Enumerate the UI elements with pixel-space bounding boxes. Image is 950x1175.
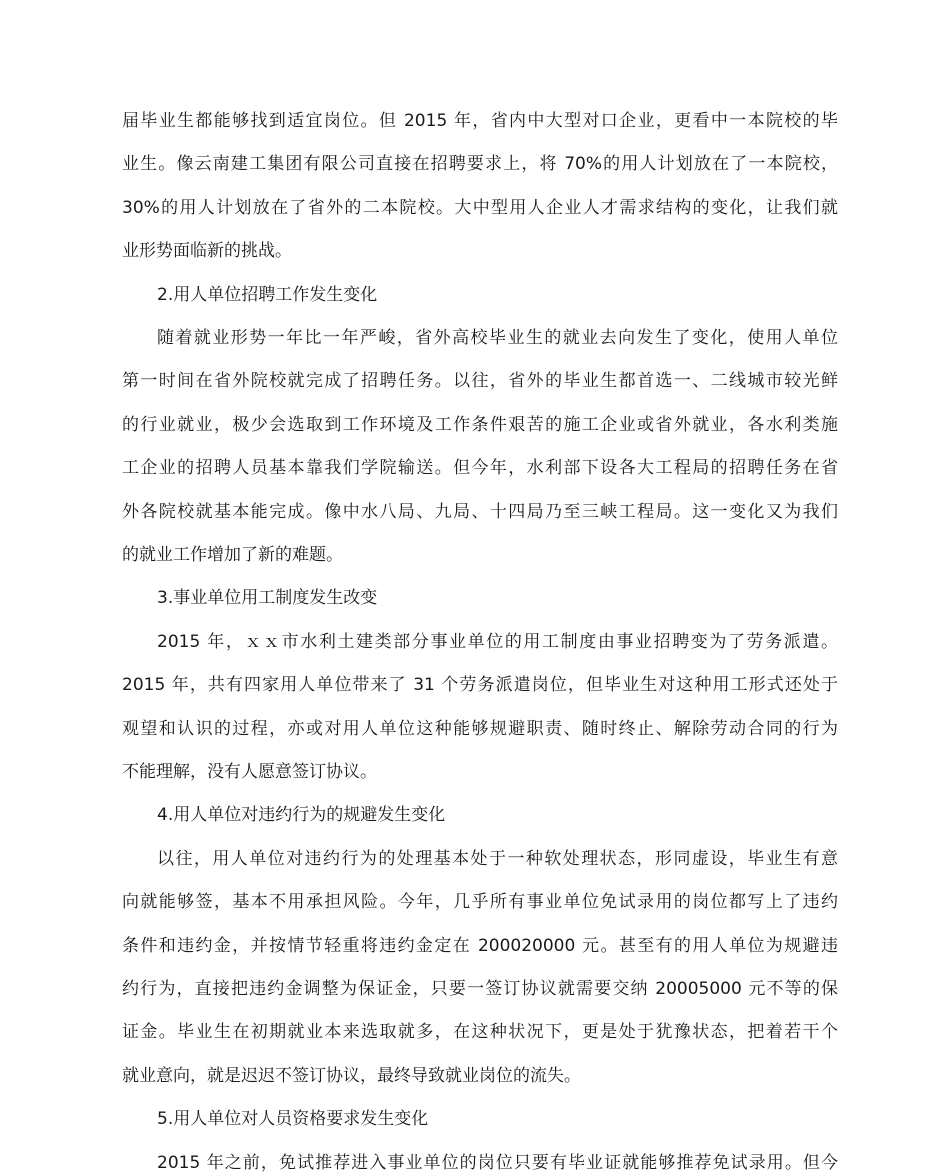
section-heading: 5.用人单位对人员资格要求发生变化 — [157, 1109, 429, 1129]
section-heading: 4.用人单位对违约行为的规避发生变化 — [157, 805, 446, 825]
paragraph-line: 观望和认识的过程，亦或对用人单位这种能够规避职责、随时终止、解除劳动合同的行为 — [122, 719, 838, 739]
paragraph-line: 2015 年，ｘｘ市水利土建类部分事业单位的用工制度由事业招聘变为了劳务派遣。 — [157, 632, 838, 652]
section-heading: 2.用人单位招聘工作发生变化 — [157, 285, 378, 305]
paragraph-line: 的行业就业，极少会选取到工作环境及工作条件艰苦的施工企业或省外就业，各水利类施 — [122, 415, 838, 435]
section-heading: 3.事业单位用工制度发生改变 — [157, 588, 378, 608]
paragraph-line: 的就业工作增加了新的难题。 — [122, 545, 343, 565]
paragraph-line: 工企业的招聘人员基本靠我们学院输送。但今年，水利部下设各大工程局的招聘任务在省 — [122, 458, 838, 478]
paragraph-line: 证金。毕业生在初期就业本来选取就多，在这种状况下，更是处于犹豫状态，把着若干个 — [122, 1022, 838, 1042]
paragraph-line: 业生。像云南建工集团有限公司直接在招聘要求上，将 70%的用人计划放在了一本院校， — [122, 154, 838, 174]
paragraph-line: 第一时间在省外院校就完成了招聘任务。以往，省外的毕业生都首选一、二线城市较光鲜 — [122, 371, 838, 391]
paragraph-line: 2015 年，共有四家用人单位带来了 31 个劳务派遣岗位，但毕业生对这种用工形式还处于 — [122, 675, 838, 695]
paragraph-line: 外各院校就基本能完成。像中水八局、九局、十四局乃至三峡工程局。这一变化又为我们 — [122, 502, 838, 522]
paragraph-line: 条件和违约金，并按情节轻重将违约金定在 200020000 元。甚至有的用人单位为规避违 — [122, 936, 838, 956]
paragraph-line: 向就能够签，基本不用承担风险。今年，几乎所有事业单位免试录用的岗位都写上了违约 — [122, 892, 838, 912]
paragraph-line: 不能理解，没有人愿意签订协议。 — [122, 762, 377, 782]
paragraph-line: 随着就业形势一年比一年严峻，省外高校毕业生的就业去向发生了变化，使用人单位 — [157, 328, 838, 348]
paragraph-line: 就业意向，就是迟迟不签订协议，最终导致就业岗位的流失。 — [122, 1066, 581, 1086]
paragraph-line: 2015 年之前，免试推荐进入事业单位的岗位只要有毕业证就能够推荐免试录用。但今 — [157, 1153, 838, 1173]
paragraph-line: 约行为，直接把违约金调整为保证金，只要一签订协议就需要交纳 20005000 元不等的保 — [122, 979, 838, 999]
paragraph-line: 届毕业生都能够找到适宜岗位。但 2015 年，省内中大型对口企业，更看中一本院校的毕 — [122, 111, 838, 131]
paragraph-line: 30%的用人计划放在了省外的二本院校。大中型用人企业人才需求结构的变化，让我们就 — [122, 198, 838, 218]
paragraph-line: 业形势面临新的挑战。 — [122, 241, 292, 261]
paragraph-line: 以往，用人单位对违约行为的处理基本处于一种软处理状态，形同虚设，毕业生有意 — [157, 849, 838, 869]
